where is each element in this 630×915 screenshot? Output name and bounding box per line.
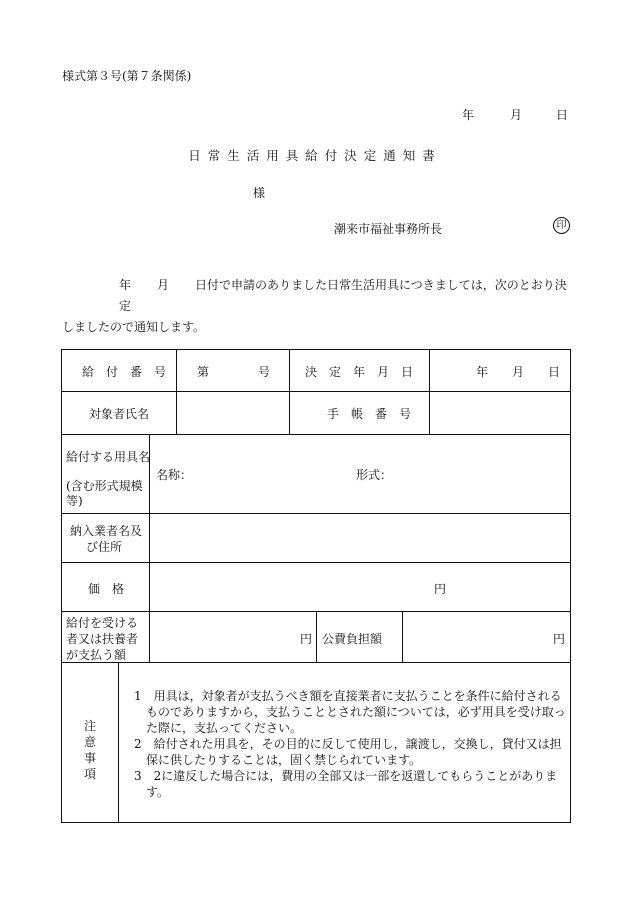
public-burden-label: 公費負担額	[322, 632, 383, 646]
item-name-field-label: 名称：	[156, 468, 193, 482]
intro-month: 月	[157, 278, 170, 292]
seal-mark-icon: 印	[553, 217, 570, 234]
decision-date-day: 日	[548, 365, 561, 379]
notes-content	[134, 688, 566, 800]
issuer-name: 潮来市福祉事務所長	[334, 222, 443, 236]
notebook-number-label: 手 帳 番 号	[327, 407, 412, 421]
issue-date-day: 日	[556, 108, 569, 122]
form-number-label: 様式第３号(第７条関係)	[62, 69, 192, 83]
decision-date-label: 決 定 年 月 日	[305, 365, 414, 379]
vendor-label-line1: 納入業者名及	[70, 524, 143, 538]
payer-amount-label-line1: 給付を受ける	[66, 616, 139, 630]
notes-label-char: 注	[84, 719, 97, 733]
notes-line: 1 用具は，対象者が支払うべき額を直接業者に支払うことを条件に給付される	[134, 689, 562, 703]
notes-label-char: 項	[84, 767, 97, 781]
item-name-label-line3: 等)	[66, 494, 83, 508]
payer-amount-label-line2: 者又は扶養者	[66, 632, 139, 646]
item-model-field-label: 形式：	[356, 468, 393, 482]
price-label: 価 格	[88, 582, 125, 596]
public-burden-unit: 円	[553, 632, 566, 646]
item-name-label-line2: (含む形式規模	[66, 479, 143, 493]
grant-number-label: 給 付 番 号	[82, 365, 167, 379]
intro-year: 年	[119, 278, 132, 292]
intro-text: 日付で申請のありました日常生活用具につきましては，次のとおり決定	[119, 278, 567, 313]
notes-line: た際に，支払ってください。	[134, 721, 303, 735]
item-name-label-line1: 給付する用具名	[66, 450, 151, 464]
issue-date-year: 年	[462, 108, 475, 122]
payer-amount-unit: 円	[300, 632, 313, 646]
decision-date-month: 月	[512, 365, 525, 379]
grant-number-prefix: 第	[197, 365, 210, 379]
notes-label	[84, 718, 96, 782]
grant-number-suffix: 号	[258, 365, 271, 379]
notes-line: 保に供したりすることは，固く禁じられています。	[134, 753, 422, 767]
notes-label-char: 意	[84, 735, 97, 749]
notes-line: 2 給付された用具を，その目的に反して使用し，譲渡し，交換し，貸付又は担	[134, 737, 562, 751]
notes-line: 3 2に違反した場合には，費用の全部又は一部を返還してもらうことがありま	[134, 769, 558, 783]
notes-line: ものでありますから，支払うこととされた額については，必ず用具を受け取っ	[134, 705, 566, 719]
issue-date-month: 月	[510, 108, 523, 122]
payer-amount-label-line3: が支払う額	[66, 648, 127, 662]
notes-label-char: 事	[84, 751, 97, 765]
vendor-label-line2: び住所	[86, 540, 123, 554]
recipient-name-label: 対象者氏名	[89, 407, 150, 421]
addressee-honorific: 様	[253, 186, 266, 200]
document-title: 日常生活用具給付決定通知書	[188, 148, 442, 163]
price-unit: 円	[434, 582, 447, 596]
intro-text-line2: しましたので通知します。	[62, 320, 206, 334]
decision-date-year: 年	[476, 365, 489, 379]
notes-line: す。	[134, 785, 170, 799]
